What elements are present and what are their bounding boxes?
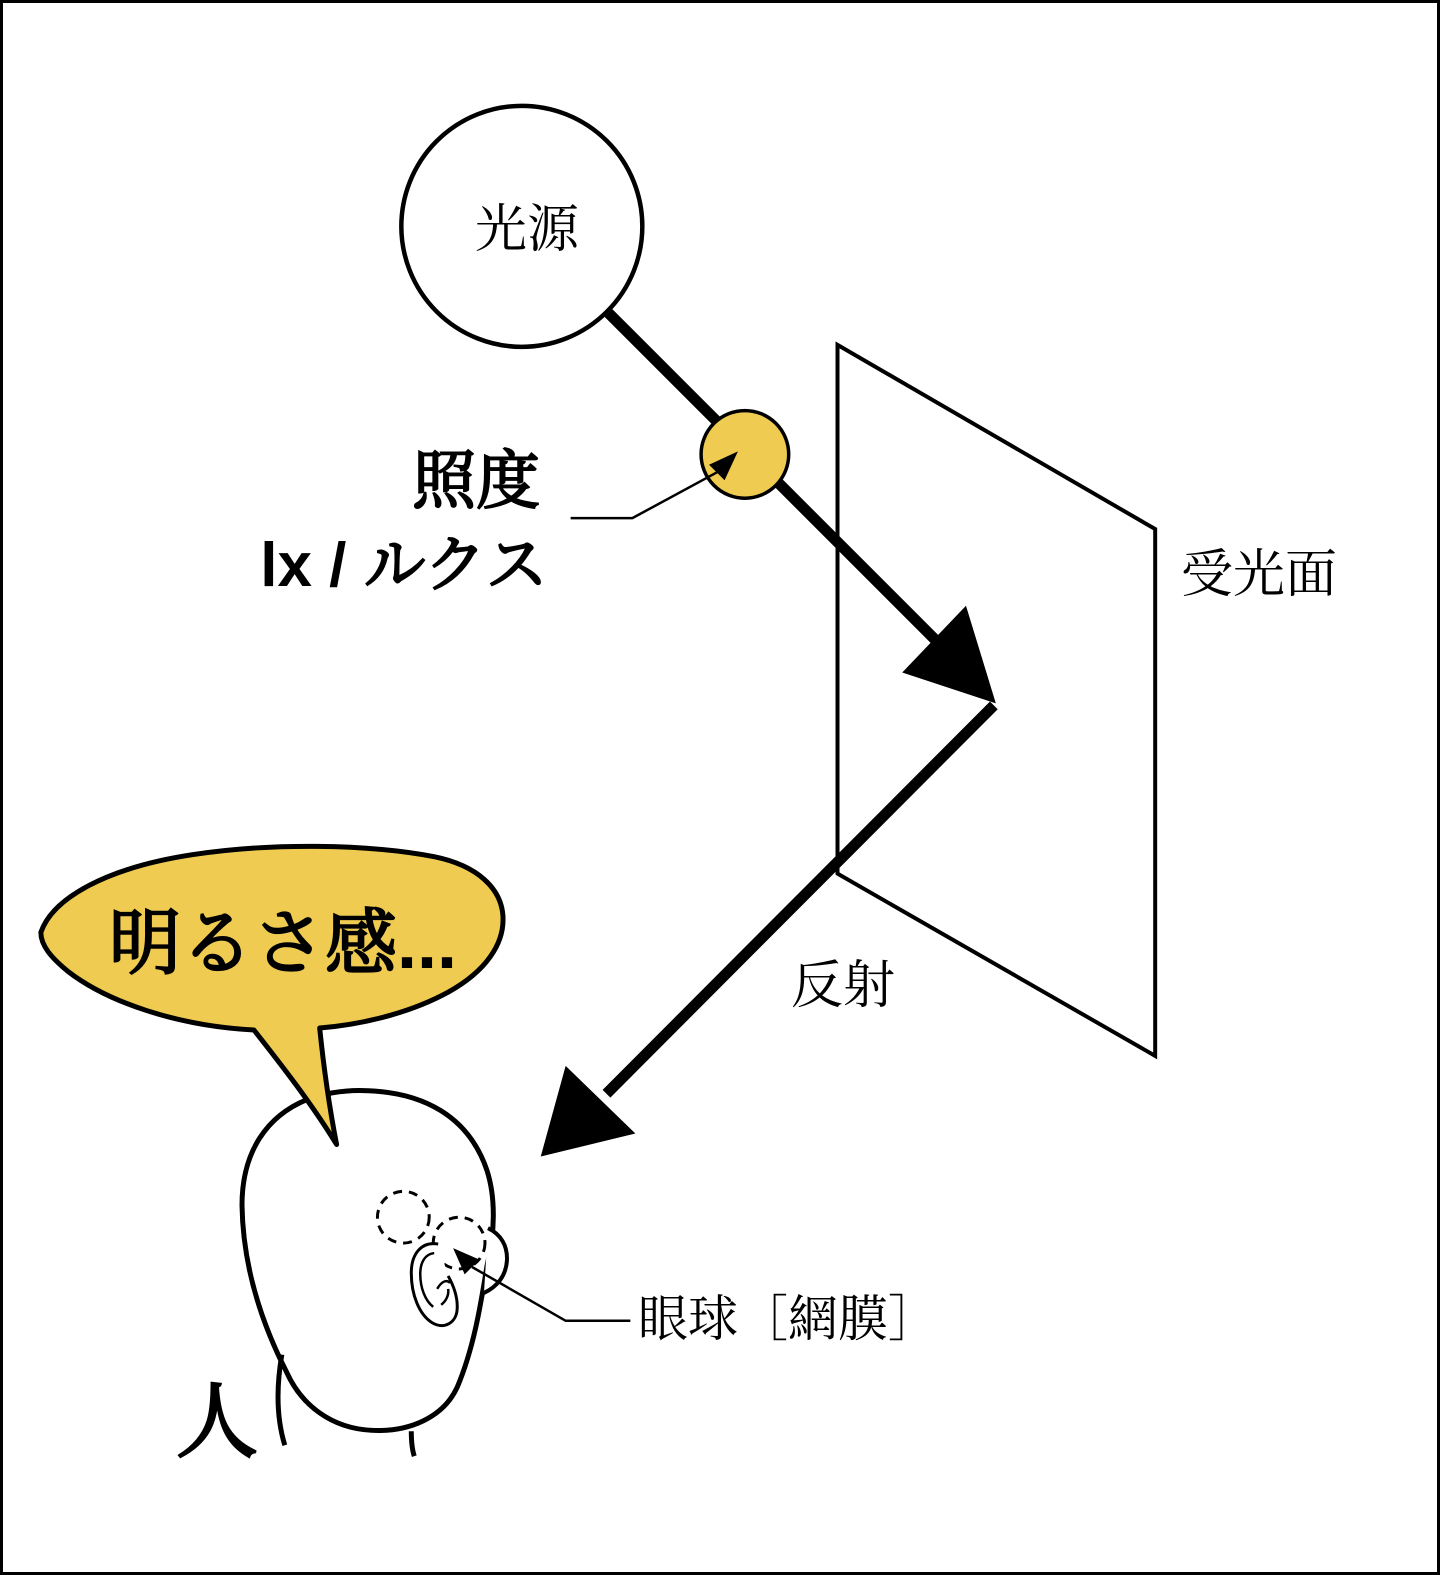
neck-line-right — [411, 1431, 414, 1456]
illuminance-title-label: 照度 — [412, 445, 540, 517]
light-source-label: 光源 — [474, 201, 580, 259]
cornea-bump — [484, 1228, 507, 1293]
illuminance-unit-label: lx / ルクス — [260, 531, 548, 600]
brightness-feel-label: 明るさ感... — [108, 904, 458, 984]
illuminance-leader-line — [571, 472, 717, 518]
person-label: 人 — [175, 1377, 259, 1468]
eyeball-retina-label: 眼球［網膜］ — [638, 1291, 938, 1347]
receiving-surface-label: 受光面 — [1181, 546, 1338, 604]
receiving-surface-plane — [838, 345, 1156, 1056]
illuminance-spot — [701, 411, 789, 499]
reflection-label: 反射 — [791, 957, 896, 1015]
speech-bubble — [41, 846, 503, 1144]
